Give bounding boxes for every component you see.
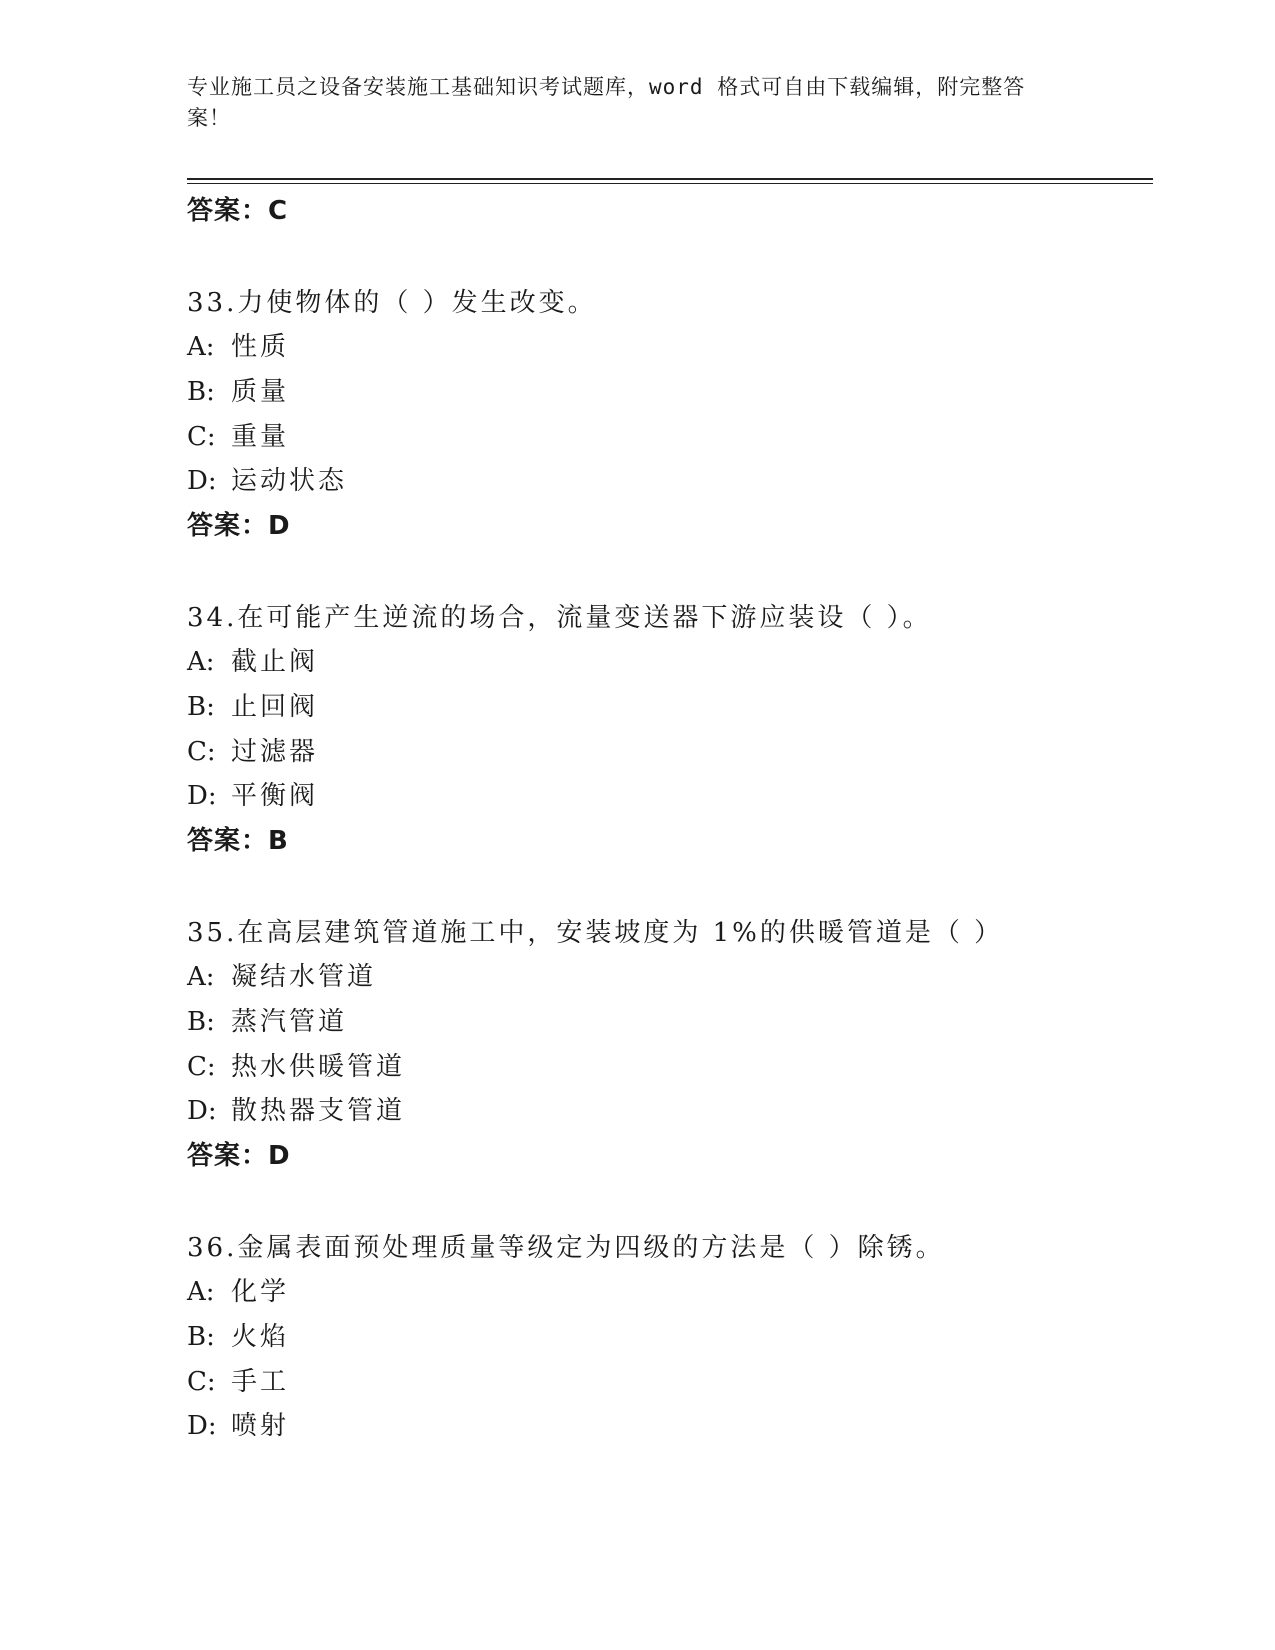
option-text: 火焰: [231, 1322, 290, 1352]
question-36-option-a: [187, 1271, 289, 1308]
option-text: 平衡阀: [231, 781, 319, 811]
option-letter: A:: [187, 1277, 215, 1307]
option-letter: D:: [187, 466, 217, 496]
question-33-option-d: [187, 460, 347, 497]
question-34-text: 34.在可能产生逆流的场合，流量变送器下游应装设（ ）。: [187, 603, 932, 633]
question-34-option-a: [187, 641, 318, 678]
question-35-option-b: [187, 1001, 347, 1038]
question-35-answer: 答案：D: [187, 1141, 291, 1171]
question-33-option-a: [187, 326, 289, 363]
question-35-option-a: [187, 956, 376, 993]
option-letter: A:: [187, 962, 215, 992]
question-35-option-c: [187, 1046, 405, 1083]
option-text: 蒸汽管道: [231, 1007, 348, 1037]
option-letter: B:: [187, 692, 215, 722]
option-letter: A:: [187, 332, 215, 362]
option-letter: B:: [187, 377, 215, 407]
question-33-option-c: [187, 416, 289, 453]
question-35-text: 35.在高层建筑管道施工中，安装坡度为 1%的供暖管道是（ ）: [187, 918, 1004, 948]
question-36-text: 36.金属表面预处理质量等级定为四级的方法是（ ）除锈。: [187, 1233, 945, 1263]
question-36-option-b: [187, 1316, 289, 1353]
option-text: 喷射: [231, 1411, 290, 1441]
option-letter: C:: [187, 422, 216, 452]
question-33-text: 33.力使物体的（ ）发生改变。: [187, 288, 597, 318]
option-text: 运动状态: [231, 466, 348, 496]
question-34-option-d: [187, 775, 318, 812]
option-text: 止回阀: [231, 692, 319, 722]
option-text: 散热器支管道: [231, 1096, 406, 1126]
question-33-option-b: [187, 371, 289, 408]
option-letter: C:: [187, 1367, 216, 1397]
question-35-option-d: [187, 1090, 405, 1127]
option-letter: A:: [187, 647, 215, 677]
question-36-option-c: [187, 1361, 289, 1398]
header-rule-thick: [187, 178, 1153, 180]
question-33-answer: 答案：D: [187, 511, 291, 541]
option-text: 截止阀: [231, 647, 319, 677]
option-text: 化学: [231, 1277, 290, 1307]
question-34-option-c: [187, 731, 318, 768]
option-letter: D:: [187, 781, 217, 811]
question-34-option-b: [187, 686, 318, 723]
previous-answer: 答案：C: [187, 196, 289, 226]
header-rule-thin: [187, 183, 1153, 184]
option-letter: C:: [187, 737, 216, 767]
option-text: 质量: [231, 377, 290, 407]
question-34-answer: 答案：B: [187, 826, 289, 856]
option-letter: D:: [187, 1411, 217, 1441]
option-letter: D:: [187, 1096, 217, 1126]
document-header: 专业施工员之设备安装施工基础知识考试题库，word 格式可自由下载编辑，附完整答案！: [187, 75, 1026, 130]
option-letter: C:: [187, 1052, 216, 1082]
option-text: 凝结水管道: [231, 962, 377, 992]
option-text: 重量: [231, 422, 290, 452]
option-text: 热水供暖管道: [231, 1052, 406, 1082]
option-letter: B:: [187, 1007, 215, 1037]
option-text: 性质: [231, 332, 290, 362]
question-36-option-d: [187, 1405, 289, 1442]
option-text: 过滤器: [231, 737, 319, 767]
option-letter: B:: [187, 1322, 215, 1352]
option-text: 手工: [231, 1367, 290, 1397]
